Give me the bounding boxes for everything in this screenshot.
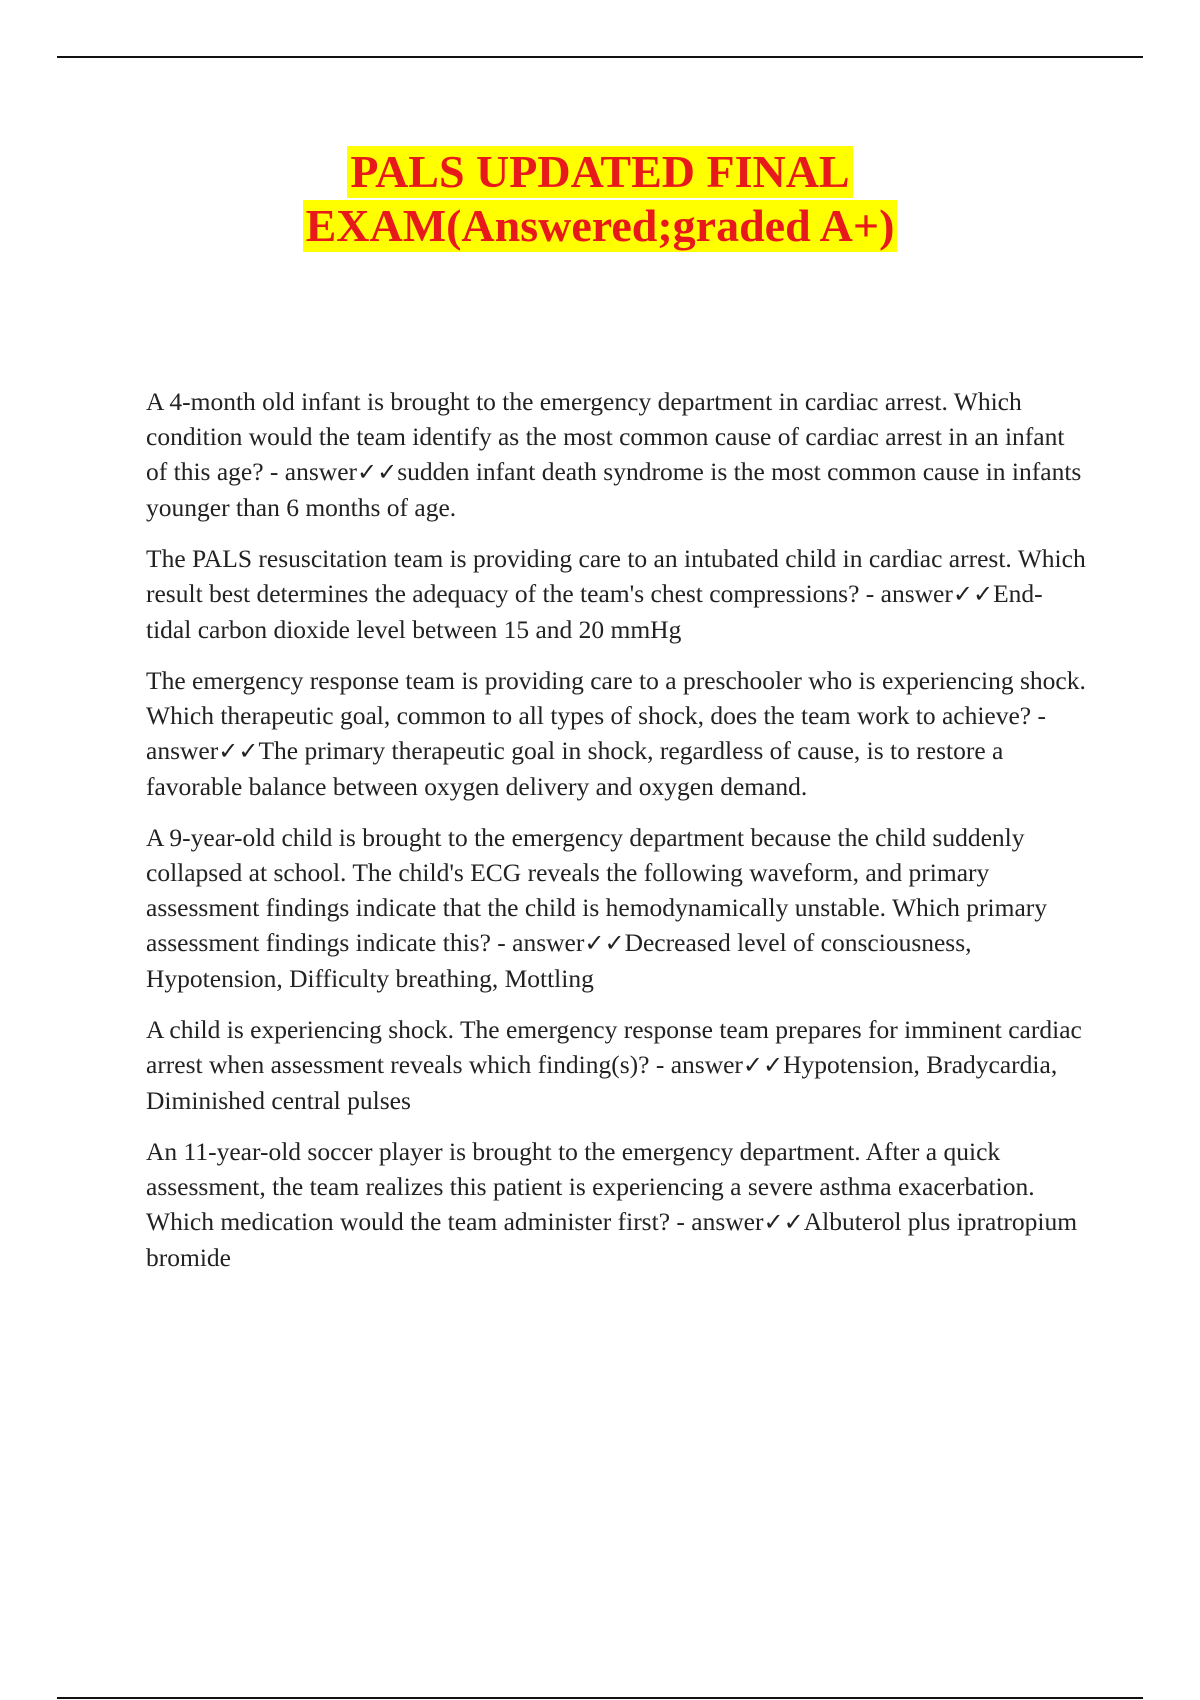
document-title	[0, 146, 1200, 252]
qa-item	[146, 663, 1086, 804]
question-text: An 11-year-old soccer player is brought to the emergency department. After a quick assessment, the team realizes this patient is experiencing a severe asthma exacerbation. Which medication would the team administer first? - answer	[146, 1137, 1035, 1236]
question-text: A child is experiencing shock. The emergency response team prepares for imminent cardiac arrest when assessment reveals which finding(s)? - answer	[146, 1015, 1082, 1079]
answer-text: Hypotension, Bradycardia, Diminished central pulses	[146, 1050, 1058, 1115]
qa-item	[146, 1012, 1086, 1118]
checkmark-icon: ✓✓	[742, 1051, 784, 1079]
qa-item	[146, 1134, 1086, 1275]
title-line-1: PALS UPDATED FINAL	[347, 146, 852, 198]
answer-text: sudden infant death syndrome is the most common cause in infants younger than 6 months of age.	[146, 457, 1082, 522]
answer-text: Albuterol plus ipratropium bromide	[146, 1207, 1078, 1272]
answer-text: Decreased level of consciousness, Hypotension, Difficulty breathing, Mottling	[146, 928, 972, 993]
qa-item	[146, 384, 1086, 525]
answer-text: The primary therapeutic goal in shock, regardless of cause, is to restore a favorable balance between oxygen delivery and oxygen demand.	[146, 736, 1004, 801]
qa-item	[146, 541, 1086, 647]
top-rule	[57, 56, 1143, 58]
checkmark-icon: ✓✓	[952, 580, 994, 608]
bottom-rule	[57, 1697, 1143, 1699]
checkmark-icon: ✓✓	[763, 1208, 804, 1236]
question-text: A 9-year-old child is brought to the emergency department because the child suddenly collapsed at school. The child's ECG reveals the following waveform, and primary assessment findings indicate that the child is hemodynamically unstable. Which primary assessment findings indicate this? - answer	[146, 823, 1048, 957]
question-text: The PALS resuscitation team is providing care to an intubated child in cardiac arrest. Which result best determines the adequacy of the team's chest compressions? - answer	[146, 544, 1086, 608]
checkmark-icon: ✓✓	[584, 929, 625, 957]
checkmark-icon: ✓✓	[218, 737, 259, 765]
qa-list	[146, 384, 1086, 1291]
question-text: A 4-month old infant is brought to the emergency department in cardiac arrest. Which condition would the team identify as the most common cause of cardiac arrest in an infant of this age? - answer	[146, 387, 1065, 486]
checkmark-icon: ✓✓	[357, 458, 398, 486]
answer-text: End-tidal carbon dioxide level between 15 and 20 mmHg	[146, 579, 1043, 644]
title-line-2: EXAM(Answered;graded A+)	[303, 200, 898, 252]
question-text: The emergency response team is providing care to a preschooler who is experiencing shock. Which therapeutic goal, common to all types of shock, does the team work to achieve? - answer	[146, 666, 1086, 765]
qa-item	[146, 820, 1086, 996]
